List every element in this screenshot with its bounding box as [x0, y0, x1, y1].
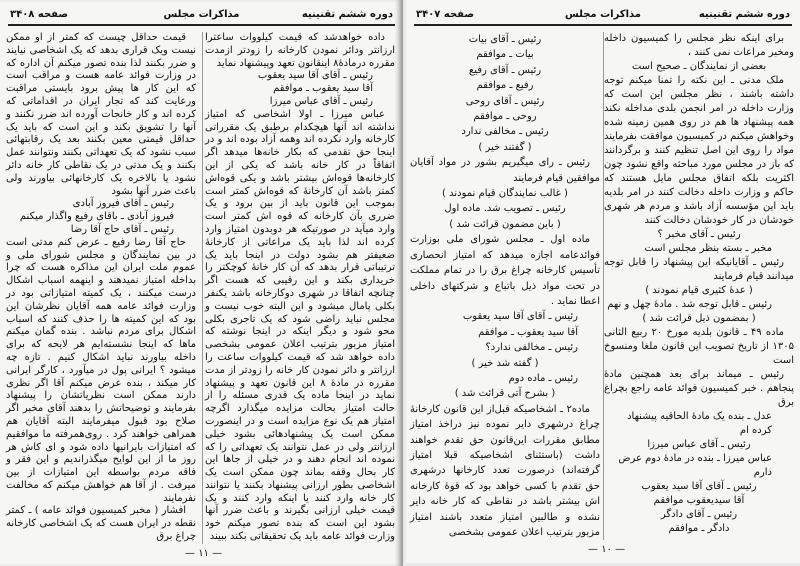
speaker-line: ( گفتند خیر ) [478, 141, 532, 153]
speaker-line: دادگر ـ موافقم [668, 523, 730, 534]
volume-label: دوره ششم تقنینیه [698, 9, 790, 20]
speaker-line: آقا سید یعقوب ـ موافقم [273, 83, 373, 95]
publication-title: مذاکرات مجلس [163, 9, 240, 20]
speaker-line: رئیس ـ قابل توجه شد . مادهٔ چهل و نهم [607, 299, 772, 310]
paragraph: ماده ۴۹ ـ قانون بلدیه مورخ ۲۰ ربیع الثانی ۱۳۰۵ از تاریخ تصویب این قانون ملغا ومنسوخ است [604, 327, 794, 366]
speaker-line: عباس میرزا ـ بنده در مادهٔ دوم عرض دارم [618, 453, 772, 478]
page-footer-number: — ۱۱ — [185, 548, 223, 559]
speaker-line: بعضی از نمایندگان ـ صحیح است [631, 61, 767, 72]
page-header [8, 6, 395, 26]
speaker-line: رئیس ـ آقای رفیع [468, 64, 542, 76]
speaker-line: ( گفته شد خیر ) [471, 357, 539, 369]
speaker-line: رئیس ـ آقای آقا سید یعقوب [462, 311, 578, 323]
speaker-line: رئیس ـ آقای عباس میرزا [647, 439, 751, 450]
right-page-3407 [406, 0, 800, 563]
paragraph: رئیس ـ رای میگیریم بشور در مواد آقایان موافقین قیام فرمایند [410, 157, 600, 184]
speaker-line: رئیس ـ آقای عباس میرزا [269, 95, 373, 107]
speaker-line: رئیس ـ مخالفی ندارد؟ [485, 342, 578, 354]
paragraph: ماده اول ـ مجلس شورای ملی بوزارت فوائدعامه اجازه میدهد که امتیاز انحصاری تأسیس کارخانه چراغ برق را در تمام مملکت در تحت مواد ذیل باتباع و شرکتهای داخلی اعطا نماید . [410, 234, 600, 307]
speaker-line: آقا سید یعقوب ـ موافقم [478, 326, 578, 338]
paragraph: ملک مدنی ـ این نکته را تمنا میکنم توجه داشته باشند ، نظر مجلس این است که وزارت داخله در امر انجمن بلدی مداخله نکند همه پیشنهاد ها هم در روی همین زمینه شده وخواهش میکنم در کمیسیون موافقت بفرمایند مواد را روی این اصل تنظیم کنند و برگردانند که باز در مجلس مورد مباحثه واقع نشود چون اکثریت بلکه اتفاق مجلس مایل هستند که حاکم و وزارت داخله دخالت کنند در امر بلدیه باید این مؤسسه آزاد باشد و مردم هر شهری خودشان در کار خودشان دخالت کنند [604, 75, 794, 226]
speaker-line: رئیس ـ آقای حاج آقا رضا [70, 223, 174, 235]
speaker-line: مخبر ـ بسته بنظر مجلس است [644, 243, 772, 254]
column-divider [603, 32, 604, 540]
speaker-line: رئیس ـ آقای دادگر [660, 509, 738, 520]
speaker-line: فیروز آبادی ـ باقای رفیع واگذار میکنم [19, 211, 174, 223]
paragraph: ماده۲ ـ اشخاصیکه قبل‌از این قانون کارخانهٔ چراغ درشهری دایر نموده نیز دراخذ امتیاز مطابق مقررات این‌قانون حق تقدم خواهند داشت (باستثنای اشخاصیکه قبلا امتیاز گرفته‌اند) درصورت تعدد کارخانها درشهری حق تقدم با کسی خواهد بود که قوهٔ کارخانه اش بیشتر باشد در نقاطی که کار خانه دایر نشده و طالبین امتیاز متعدد باشند امتیاز مزبور بترتیب اعلان عمومی بشخصی [410, 403, 600, 538]
speaker-line: رئیس ـ آقای آقا سید یعقوب [257, 70, 373, 82]
speaker-line: رئیس ـ مخالفی ندارد [461, 126, 549, 138]
speaker-line: ( عدهٔ کثیری قیام نمودند ) [645, 285, 753, 296]
speaker-line: رئیس ـ آقای بیات [468, 34, 542, 45]
speaker-line: رئیس ـ آقای آقا سید یعقوب [641, 481, 757, 492]
speaker-line: ( باین مضمون قرائت شد ) [449, 218, 561, 230]
speaker-line: رئیس ـ تصویب شد. ماده اول [444, 203, 566, 215]
column-divider [202, 32, 203, 544]
speaker-line: رئیس ـ آقای مخبر ؟ [657, 229, 741, 240]
speaker-line: ( غالب نمایندگان قیام نمودند ) [442, 188, 568, 200]
volume-label: دوره ششم تقنینیه [301, 9, 393, 20]
text-column-left [6, 32, 196, 544]
speaker-line: رفیع ـ موافقم [476, 80, 534, 92]
speaker-line: آقا سیدیعقوب موافقم [653, 495, 745, 506]
page-number: صفحه ۳۴۰۷ [416, 9, 475, 20]
publication-title: مذاکرات مجلس [564, 9, 642, 20]
speaker-line: رئیس ـ آقای فیروز آبادی [72, 198, 174, 210]
speaker-line: روحی ـ موافقم [473, 111, 537, 123]
paragraph: افشار ( مخبر کمیسیون فوائد عامه ) ـ کمتر نقطه در ایران هست که یک اشخاصی کارخانه چراغ برق [6, 505, 196, 543]
paragraph: برای اینکه نظر مجلس را کمیسیون داخله ومخبر مراعات نمی کنند ، [604, 33, 794, 58]
paragraph: رئیس ـ میماند برای بعد همچنین مادهٔ پنجاهم . خبر کمیسیون فوائد عامه راجع بچراغ برق [604, 369, 794, 408]
paragraph: حاج آقا رضا رفیع ـ عرض کنم مدتی است در بین نمایندگان و مجلس شورای ملی و عموم ملت ایران این مذاکره هست که چرا بداخله امتیاز نمیدهند و اینهمه اسباب اشکال درست میکنند ، یک کمیته امتیازاتی بود در وزارت فوائد عامه همه آقایان نظرشان این بود که این کمیته ها را حذف کنند که اسباب اشکال برای مردم نباشد . بنده گمان میکنم ماها که اینجا نشسته‌ایم هر لایحه که برای داخله بیاورند نباید اشکال کنیم . تازه چه میشود ؟ ایرانی پول در میآورد ، کارگر ایرانی کار میکند ، بنده عرض میکنم آقا اگر نظری دارند ممکن است نظریاتشان را پیشنهاد بفرمایند و توضیحاتش را بدهند آقای مخبر اگر صلاح بود قبول میفرمایند البته آقایان هم همراهی خواهند کرد . روی‌همرفته ما موافقیم که امتیازات بایرانیها داده شود و ای کاش هر روز ما از این لوایح میگذراندیم و این فقر و فاقه مردم بواسطه این امتیازات از بین میرفت . از آقا هم خواهش میکنم که مخالفت نفرمایند [6, 236, 196, 504]
text-column-left [410, 32, 600, 540]
speaker-line: ( بمضمون ذیل قرائت شد ) [642, 313, 756, 324]
speaker-line: رئیس ـ ماده دوم [508, 372, 578, 384]
page-number: صفحه ۳۴۰۸ [10, 9, 69, 20]
paragraph: رئیس ـ آقایانیکه این پیشنهاد را قابل توجه میدانند قیام فرمایند [604, 257, 794, 282]
speaker-line: بیات ـ موافقم [476, 49, 534, 61]
text-column-right [604, 32, 794, 536]
paragraph: داده خواهدشد که قیمت کیلووات ساعترا ارزانتر ودائر نمودن کارخانه را زودتر ازمدت مقرره درمادهٔ۸ اینقانون تعهد وپیشنهاد نماید [205, 32, 395, 69]
page-header [414, 6, 792, 26]
paragraph: عباس میرزا ـ اولا اشخاصی که امتیاز نداشته اند آنها هیچکدام برطبق یک مقرراتی کارخانه وارد نکرده اند وهمه آزاد بوده اند و در اینجا حق تقدمی که بکار خانه‌ها میدهد اگر اتفاقاً در کار خانه باشد که یکی از این کارخانه‌ها قوه‌اش بیشتر باشد و یکی قوه‌اش کمتر باشد آن کارخانهٔ که قوه‌اش کمتر است بموجب این قانون باید از بین برود و یک ضرری بآن کارخانه که قوه اش کمتر است وارد میآید در صورتیکه هر دوبدون امتیاز وارد کرده اند لذا باید یک مراعاتی از کارخانهٔ ضعیفتر هم بشود دولت در اینجا باید یک ترتیباتی قرار بدهد که آن کار خانهٔ کوچکتر را خریداری بکند و این رقیبی که هست اگر چنانچه اتفاقا در شهری دوکارخانه باشد یکنفر بکلی پامال میشود و این البته خوب نیست و مجلس نباید راضی شود که یک تاجری بکلی محو شود و دیگر اینکه در اینجا نوشته که امتیاز مزبور بترتیب اعلان عمومی بشخصی داده خواهد شد که قیمت کیلووات ساعت را ارزانتر و دائر نمودن کار خانه را زودتر از مدت مقرره در مادهٔ ۸ این قانون تعهد و پیشنهاد نماید در اینجا ماده یک قدری مسئله را از حالت امتیاز بحالت مزایده میگذارد اگرچه امتیاز هم یک نوع مزایده است و در اینصورت ممکن است یک پیشنهادهائی بشود خیلی ارزانتر ولی در عمل نتوانند یک تعهداتی را که نموده اند انجام دهند و در خیلی از جاها این کار بحال وقفه بماند چون ممکن است یک اشخاصی بطور ارزانی پیشنهاد بکنند یا نتوانند کار خانه وارد کنند یا اینکه وارد کنند و یک قیمت خیلی ارزانی بگیرند و باعث ضرر آنها بشود این است که بنده تصور میکنم خود وزارت فوائد عامه باید یک تحقیقاتی بکند ببیند [205, 108, 395, 543]
text-column-right [205, 32, 395, 544]
speaker-line: عدل ـ بنده یک مادهٔ الحاقیه پیشنهاد کرده ام [627, 411, 772, 436]
paragraph: قیمت حداقل چیست که کمتر از او ممکن نیست ویک قراری بدهد که یک اشخاصی نیایند و ضرر بکنند لذا بنده تصور میکنم آن اداره که در وزارت فوائد عامه هست و مراقب است که این کار ها پیش برود بایستی مراقبت ورعایت کند که تجار ایران در اقداماتی که کرده اند و کار خانجات آورده اند ضرر نکنند و آنها را تشویق بکند و این است که باید یک حداقل قیمتی معین بکنند بعد یک رقابتهائی سبب نشود که یک تعهداتی بکنند ونتوانند عمل بکنند و یک مدتی در یک نقاطی کار خانه دائر نشود یا بالاخره یک کارخانهائی بیاورند ولی باعث ضرر آنها بشود [6, 32, 196, 197]
speaker-line: رئیس ـ آقای روحی [465, 95, 545, 107]
speaker-line: ( بشرح آتی قرائت شد ) [454, 388, 556, 400]
page-footer-number: — ۱۰ — [588, 544, 626, 555]
